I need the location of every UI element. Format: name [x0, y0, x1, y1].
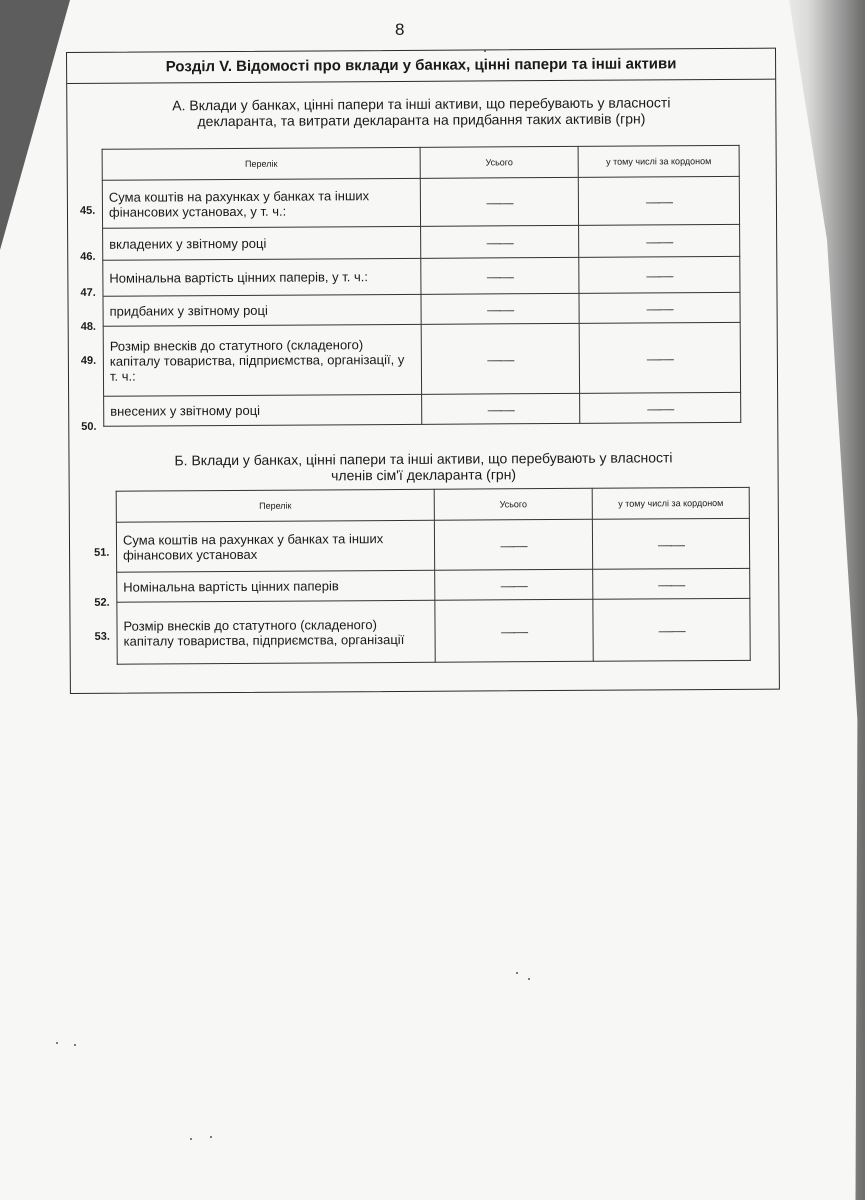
- col-header-abroad: у тому числі за кордоном: [592, 487, 749, 519]
- row-total: ——: [421, 257, 579, 294]
- row-number: 49.: [80, 354, 97, 367]
- row-number: 46.: [80, 250, 96, 263]
- table-part-b: [116, 487, 751, 665]
- scan-shadow-right: [770, 0, 865, 1200]
- part-a-title-line1: А. Вклади у банках, цінні папери та інші активи, що перебувають у власності: [172, 94, 671, 114]
- table-row: [102, 176, 739, 228]
- part-b-title-line2: членів сім'ї декларанта (грн): [331, 466, 517, 484]
- part-a-title-line2: декларанта, та витрати декларанта на придбання таких активів (грн): [197, 110, 646, 130]
- table-row: [103, 322, 740, 396]
- row-total: ——: [420, 177, 578, 226]
- row-abroad: ——: [593, 568, 750, 599]
- scan-speck: [190, 1138, 192, 1140]
- scan-speck: [516, 972, 518, 974]
- row-total: ——: [435, 599, 593, 662]
- row-label: Розмір внесків до статутного (складеного) капіталу товариства, підприємства, організації: [117, 600, 435, 664]
- row-number: 47.: [80, 286, 96, 299]
- row-number: 48.: [80, 320, 97, 333]
- row-number: 45.: [79, 204, 96, 217]
- section-frame: [66, 48, 780, 694]
- col-header-list: Перелік: [116, 489, 434, 522]
- scan-speck: [74, 1044, 76, 1046]
- table-row: [117, 598, 750, 664]
- col-header-list: Перелік: [102, 147, 420, 180]
- row-label: Номінальна вартість цінних паперів: [117, 570, 435, 602]
- row-total: ——: [421, 225, 579, 258]
- part-a-title: [67, 94, 775, 130]
- row-number: 53.: [94, 630, 110, 643]
- table-row: [104, 392, 741, 426]
- part-b-title: [69, 449, 777, 485]
- row-label: внесених у звітному році: [104, 394, 422, 426]
- scan-speck: [528, 978, 530, 980]
- row-total: ——: [421, 323, 579, 394]
- row-label: Номінальна вартість цінних паперів, у т. ч.:: [103, 258, 421, 296]
- col-header-total: Усього: [434, 488, 592, 520]
- row-total: ——: [435, 569, 593, 600]
- scan-speck: [484, 50, 486, 52]
- table-header-row: [102, 145, 739, 180]
- row-label: Сума коштів на рахунках у банках та інших фінансових установах, у т. ч.:: [102, 178, 420, 228]
- row-label: Сума коштів на рахунках у банках та інших фінансових установах: [116, 520, 434, 572]
- col-header-total: Усього: [420, 146, 578, 178]
- col-header-abroad: у тому числі за кордоном: [578, 145, 739, 177]
- row-total: ——: [421, 293, 579, 324]
- scan-shadow-left: [0, 0, 70, 250]
- row-abroad: ——: [579, 292, 740, 323]
- row-abroad: ——: [580, 392, 741, 423]
- table-row: [117, 568, 750, 602]
- table-header-row: [116, 487, 749, 522]
- scan-speck: [210, 1136, 212, 1138]
- row-abroad: ——: [579, 224, 740, 257]
- row-abroad: ——: [593, 598, 750, 661]
- scan-speck: [56, 1042, 58, 1044]
- table-part-a: [102, 145, 742, 427]
- row-label: вкладених у звітному році: [103, 226, 421, 260]
- row-number: 50.: [81, 420, 97, 433]
- row-number: 51.: [94, 546, 110, 559]
- row-abroad: ——: [579, 322, 740, 393]
- table-row: [103, 256, 740, 296]
- row-number: 52.: [94, 596, 110, 609]
- row-abroad: ——: [592, 518, 749, 569]
- row-label: Розмір внесків до статутного (складеного) капіталу товариства, підприємства, організації, у т. ч.:: [103, 324, 421, 396]
- row-abroad: ——: [579, 256, 740, 293]
- row-total: ——: [434, 519, 592, 570]
- row-abroad: ——: [578, 176, 739, 225]
- part-b-title-line1: Б. Вклади у банках, цінні папери та інші активи, що перебувають у власності: [174, 449, 673, 469]
- table-row: [116, 518, 749, 572]
- row-total: ——: [422, 393, 580, 424]
- section-title: Розділ V. Відомості про вклади у банках, цінні папери та інші активи: [67, 49, 775, 84]
- page-number: 8: [395, 20, 405, 39]
- table-row: [103, 292, 740, 326]
- table-row: [103, 224, 740, 260]
- row-label: придбаних у звітному році: [103, 294, 421, 326]
